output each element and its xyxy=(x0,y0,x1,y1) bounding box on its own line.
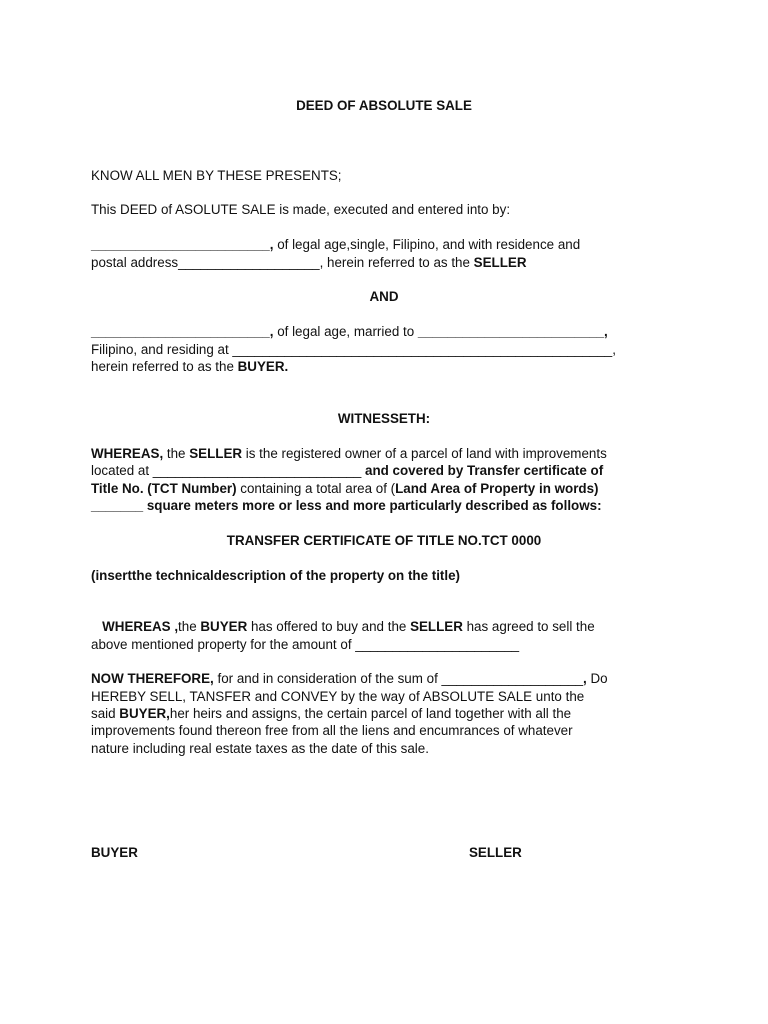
whereas2-text-c: has agreed to sell the xyxy=(462,619,595,634)
whereas1-title-no: Title No. (TCT Number) xyxy=(91,481,237,496)
whereas1-line-2 xyxy=(91,462,603,479)
whereas1-line-3 xyxy=(91,480,599,497)
whereas1-text-b: is the registered owner of a parcel of land with improvements xyxy=(242,446,607,461)
buyer-line-3-text: herein referred to as the xyxy=(91,359,238,374)
now-therefore-line-4: improvements found thereon free from all the liens and encumrances of whatever xyxy=(91,723,573,738)
intro-line: KNOW ALL MEN BY THESE PRESENTS; xyxy=(91,168,342,183)
now-therefore-sum: for and in consideration of the sum of ___________________ xyxy=(213,671,584,686)
whereas1-text-a: the xyxy=(163,446,190,461)
now-therefore-line-3 xyxy=(91,705,571,722)
whereas1-line-4: _______ square meters more or less and more particularly described as follows: xyxy=(91,498,602,513)
seller-line-1 xyxy=(91,236,580,253)
buyer-name-blank: ________________________, xyxy=(91,324,274,339)
now-therefore-line-2: HEREBY SELL, TANSFER and CONVEY by the way of ABSOLUTE SALE unto the xyxy=(91,689,585,704)
whereas1-covered: and covered by Transfer certificate of xyxy=(365,463,604,478)
whereas1-area-text: containing a total area of ( xyxy=(236,481,396,496)
whereas2-buyer: BUYER xyxy=(200,619,248,634)
whereas2-line-2: above mentioned property for the amount of ______________________ xyxy=(91,637,520,652)
whereas2-text-a: the xyxy=(178,619,201,634)
signature-buyer-label: BUYER xyxy=(91,845,138,860)
whereas1-line-1 xyxy=(91,445,607,462)
made-by-line: This DEED of ASOLUTE SALE is made, executed and entered into by: xyxy=(91,202,511,217)
now-therefore-line-5: nature including real estate taxes as the date of this sale. xyxy=(91,741,429,756)
buyer-line-1-text: of legal age, married to xyxy=(273,324,418,339)
insert-note: (insertthe technicaldescription of the property on the title) xyxy=(91,568,461,583)
and-label: AND xyxy=(369,289,399,304)
witnesseth-heading: WITNESSETH: xyxy=(337,411,431,426)
seller-line-1-text: of legal age,single, Filipino, and with residence and xyxy=(273,237,581,252)
signature-seller-label: SELLER xyxy=(469,845,522,860)
whereas2-line-1 xyxy=(91,618,595,635)
now-therefore-keyword: NOW THEREFORE, xyxy=(91,671,214,686)
buyer-line-2: Filipino, and residing at ___________________________________________________, xyxy=(91,342,616,357)
spouse-name-blank: _________________________, xyxy=(417,324,608,339)
now-therefore-do: Do xyxy=(586,671,608,686)
seller-line-2-text: postal address___________________, herein referred to as the xyxy=(91,255,474,270)
tct-heading: TRANSFER CERTIFICATE OF TITLE NO.TCT 0000 xyxy=(226,533,542,548)
whereas1-location: located at ____________________________ xyxy=(91,463,366,478)
whereas2-keyword: WHEREAS , xyxy=(91,619,179,634)
whereas1-keyword: WHEREAS, xyxy=(91,446,164,461)
buyer-line-1 xyxy=(91,323,608,340)
now-therefore-said: said xyxy=(91,706,120,721)
whereas2-text-b: has offered to buy and the xyxy=(247,619,411,634)
whereas1-area-words: Land Area of Property in words) xyxy=(395,481,599,496)
document-title: DEED OF ABSOLUTE SALE xyxy=(296,98,472,113)
seller-name-blank: ________________________, xyxy=(91,237,274,252)
buyer-role: BUYER. xyxy=(237,359,289,374)
whereas1-seller: SELLER xyxy=(189,446,243,461)
now-therefore-buyer: BUYER, xyxy=(119,706,170,721)
now-therefore-heirs: her heirs and assigns, the certain parcel of land together with all the xyxy=(169,706,572,721)
seller-line-2 xyxy=(91,254,527,271)
whereas2-seller: SELLER xyxy=(410,619,463,634)
buyer-line-3 xyxy=(91,358,288,375)
now-therefore-line-1 xyxy=(91,670,608,687)
now-therefore-comma: , xyxy=(583,671,587,686)
seller-role: SELLER xyxy=(473,255,527,270)
